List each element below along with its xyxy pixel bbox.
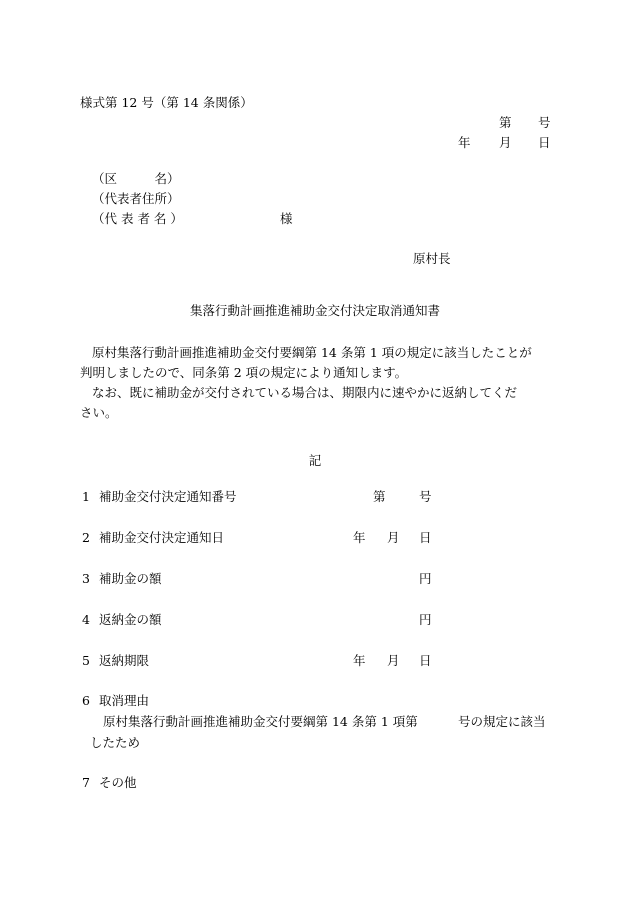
item-label: 補助金交付決定通知番号 — [99, 489, 237, 504]
item-label: その他 — [99, 775, 137, 790]
addressee-honorific: 様 — [280, 211, 293, 226]
item-unit: 円 — [419, 571, 432, 586]
item-gatsu: 月 — [387, 530, 400, 545]
item-label: 補助金の額 — [99, 571, 162, 586]
item-detail-a: 原村集落行動計画推進補助金交付要綱第 14 条第 1 項第 — [103, 714, 418, 729]
item-number: 4 — [82, 612, 90, 627]
addressee-rep-address: （代表者住所） — [92, 191, 180, 206]
issuer-name: 原村長 — [413, 251, 451, 266]
item-unit: 円 — [419, 612, 432, 627]
item-label: 返納金の額 — [99, 612, 162, 627]
item-gatsu: 月 — [387, 653, 400, 668]
item-label: 取消理由 — [99, 693, 150, 708]
body-para1-line2: 判明しましたので、同条第 2 項の規定により通知します。 — [80, 365, 408, 380]
item-label: 補助金交付決定通知日 — [99, 530, 225, 545]
body-para2-line1: なお、既に補助金が交付されている場合は、期限内に速やかに返納してくだ — [92, 385, 518, 400]
number-go: 号 — [538, 115, 551, 130]
date-nichi: 日 — [538, 135, 551, 150]
number-dai: 第 — [499, 115, 512, 130]
form-label: 様式第 12 号（第 14 条関係） — [80, 95, 253, 110]
item-number: 5 — [82, 653, 90, 668]
item-number: 1 — [82, 489, 90, 504]
item-nen: 年 — [353, 653, 366, 668]
date-nen: 年 — [458, 135, 471, 150]
item-number: 3 — [82, 571, 90, 586]
item-nen: 年 — [353, 530, 366, 545]
item-nichi: 日 — [419, 653, 432, 668]
item-detail-b: 号の規定に該当 — [458, 714, 546, 729]
item-go: 号 — [419, 489, 432, 504]
item-number: 6 — [82, 693, 90, 708]
date-gatsu: 月 — [499, 135, 512, 150]
document-title: 集落行動計画推進補助金交付決定取消通知書 — [189, 303, 440, 318]
body-para1-line1: 原村集落行動計画推進補助金交付要綱第 14 条第 1 項の規定に該当したことが — [92, 345, 532, 360]
item-nichi: 日 — [419, 530, 432, 545]
addressee-rep-name: （代 表 者 名 ） — [92, 211, 183, 226]
addressee-district: （区 名） — [92, 171, 180, 186]
item-number: 2 — [82, 530, 90, 545]
item-detail-c: したため — [90, 735, 141, 750]
item-dai: 第 — [373, 489, 386, 504]
body-para2-line2: さい。 — [80, 405, 118, 420]
ki-marker: 記 — [308, 453, 322, 468]
item-number: 7 — [82, 775, 90, 790]
item-label: 返納期限 — [99, 653, 150, 668]
